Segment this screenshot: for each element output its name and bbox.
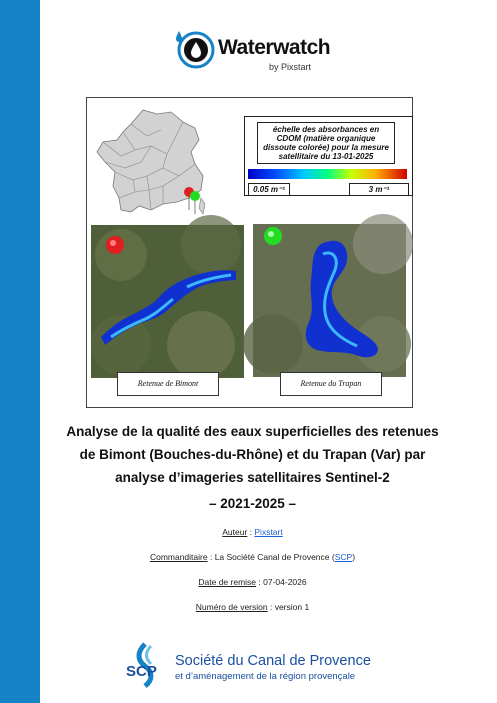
- client-value: La Société Canal de Provence (: [214, 552, 335, 562]
- author-label: Auteur: [222, 527, 248, 537]
- trapan-marker: [190, 191, 200, 201]
- version-label: Numéro de version: [195, 602, 268, 612]
- date-value: 07-04-2026: [263, 577, 307, 587]
- brand-word-2: watch: [273, 36, 331, 59]
- scp-logo: [123, 640, 383, 690]
- scp-mark-icon: [123, 640, 173, 690]
- report-title: [60, 420, 445, 489]
- france-map: [91, 106, 211, 218]
- author-link[interactable]: Pixstart: [254, 527, 283, 537]
- scp-subtitle: et d’aménagement de la région provençale: [175, 671, 356, 682]
- legend-colorbar: [248, 169, 407, 179]
- water-drop-icon: [172, 26, 216, 72]
- scp-link[interactable]: SCP: [334, 552, 353, 562]
- client-label: Commanditaire: [149, 552, 208, 562]
- client-end: ): [352, 552, 356, 562]
- scp-name: Société du Canal de Provence: [175, 653, 371, 669]
- title-line-1: Analyse de la qualité des eaux superficielles des retenues: [66, 424, 439, 439]
- title-line-2: de Bimont (Bouches-du-Rhône) et du Trapan (Var) par: [79, 447, 426, 462]
- brand-word-1: Water: [218, 36, 274, 59]
- date-label: Date de remise: [198, 577, 257, 587]
- legend-max: 3 m⁻¹: [349, 183, 409, 196]
- legend-min: 0.05 m⁻¹: [248, 183, 290, 196]
- satellite-image-trapan: [253, 224, 406, 388]
- legend-box: [244, 116, 413, 196]
- report-years: – 2021-2025 –: [208, 496, 297, 511]
- legend-title: échelle des absorbances en CDOM (matière organique dissoute colorée) pour la mesure satellitaire du 13-01-2025: [257, 122, 395, 164]
- waterwatch-logo: [172, 22, 332, 78]
- blue-sidebar: [0, 0, 40, 703]
- brand-byline: by Pixstart: [269, 62, 312, 72]
- client-line: Commanditaire : La Société Canal de Provence (SCP): [149, 552, 356, 562]
- brand-wordmark: [218, 36, 330, 60]
- caption-bimont: Retenue de Bimont: [117, 372, 219, 396]
- version-line: Numéro de version : version 1: [195, 602, 310, 612]
- version-value: version 1: [274, 602, 310, 612]
- date-line: Date de remise : 07-04-2026: [198, 577, 307, 587]
- scp-mark-text: SCP: [126, 663, 157, 680]
- satellite-image-bimont: [91, 225, 244, 388]
- title-line-3: analyse d’imageries satellitaires Sentinel-2: [115, 470, 390, 485]
- author-line: Auteur : Pixstart: [222, 527, 283, 537]
- cover-figure: [86, 97, 413, 408]
- caption-trapan: Retenue du Trapan: [280, 372, 382, 396]
